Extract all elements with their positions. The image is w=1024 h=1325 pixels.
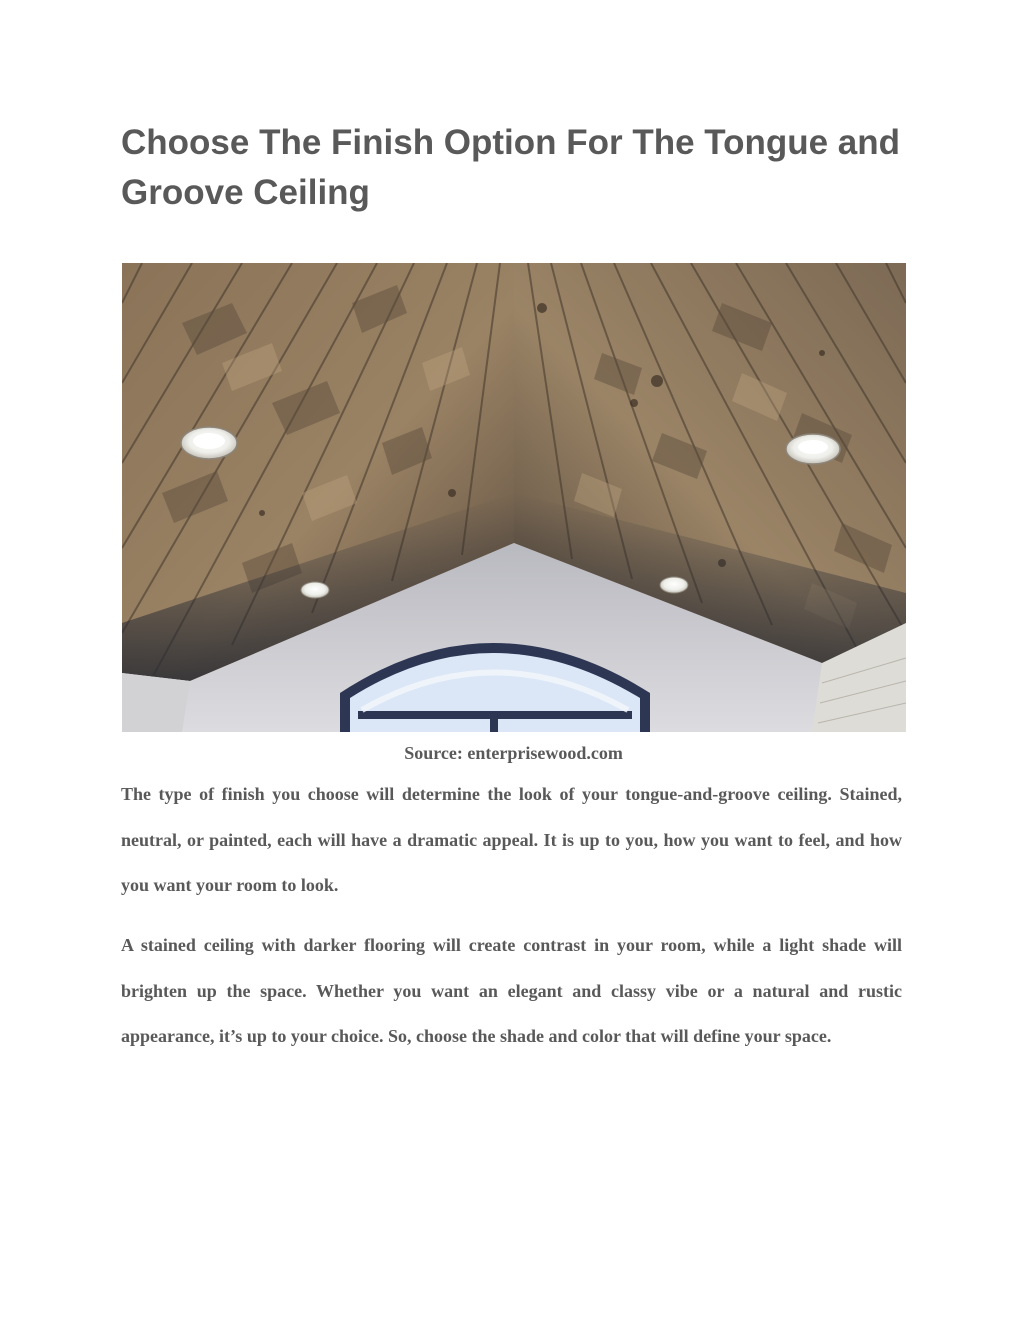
ceiling-photo [122, 263, 906, 732]
page-title: Choose The Finish Option For The Tongue and Groove Ceiling [121, 123, 901, 212]
image-caption: Source: enterprisewood.com [404, 743, 623, 763]
body-paragraph: The type of finish you choose will determine the look of your tongue-and-groove ceiling. Stained, neutral, or painted, each will have a dramatic appeal. It is up to you, how you want to feel, and how you want your room to look. [121, 784, 902, 895]
body-paragraph: A stained ceiling with darker flooring will create contrast in your room, while a light shade will brighten up the space. Whether you want an elegant and classy vibe or a natural and rustic appearance, it’s up to your choice. So, choose the shade and color that will define your space. [121, 935, 902, 1046]
